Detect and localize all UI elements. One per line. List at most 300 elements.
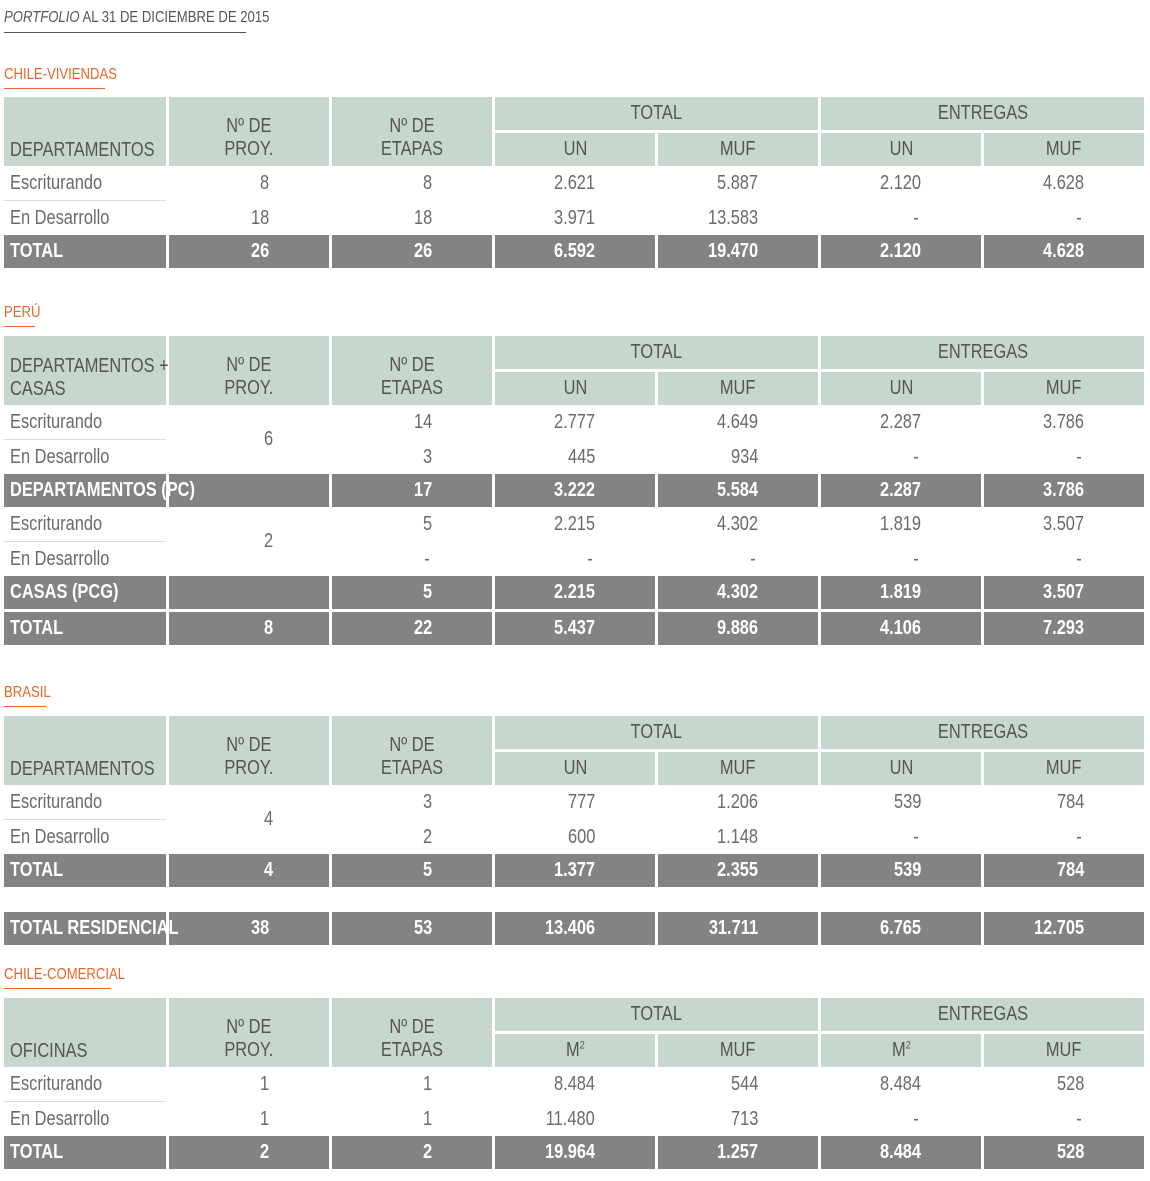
cell-text: 2 [422,825,432,848]
cell-text: MUF [720,1039,756,1061]
table-cell [821,1136,981,1169]
table-cell [4,474,195,507]
cell-text: ENTREGAS [937,341,1028,363]
page-title [4,9,269,27]
cell-text: 1 [422,1107,432,1130]
cell-text: TOTAL [630,721,683,743]
cell-text: 784 [1056,791,1085,813]
table-cell [169,405,329,474]
cell-text: Nº DE [389,353,435,376]
table-cell [821,166,981,201]
cell-text: En Desarrollo [10,445,110,468]
table-cell [658,474,818,507]
table-cell [984,542,1144,576]
table-cell [332,820,492,854]
cell-text: AL 31 DE DICIEMBRE DE 2015 [79,9,270,26]
cell-text: 3.507 [1042,513,1085,535]
cell-text: 4.628 [1042,240,1085,262]
column-header-nproy [169,716,329,785]
cell-text: 6.765 [879,917,921,939]
table-row [4,507,1144,542]
cell-text: TOTAL [630,1003,683,1025]
table-cell [821,612,981,645]
table-cell [984,612,1144,645]
table-cell [495,235,655,268]
cell-text: 1.377 [553,859,595,881]
section-label-chile-viviendas: CHILE-VIVIENDAS [4,66,118,83]
cell-text: 2.355 [716,859,759,881]
table-cell [169,1102,329,1136]
column-header-un [495,369,655,405]
cell-text: En Desarrollo [10,825,110,848]
section-underline [4,326,35,327]
cell-text: PROY. [224,137,274,160]
cell-text: 5.887 [716,172,759,194]
cell-text: 38 [250,917,269,939]
cell-text: DEPARTAMENTOS [10,139,155,161]
cell-text: Escriturando [10,171,103,194]
cell-text: DEPARTAMENTOS + [10,355,169,377]
cell-text: 13.406 [544,917,595,939]
table-cell [332,785,492,820]
table-cell [169,235,329,268]
column-header-entregas-un [821,369,981,405]
table-cell [658,576,818,609]
column-header-type [4,998,166,1067]
cell-text: MUF [1046,377,1082,399]
cell-text: 8.484 [553,1073,595,1095]
table-cell [169,612,329,645]
table-cell [984,576,1144,609]
cell-text: ETAPAS [380,376,444,399]
cell-text: 713 [730,1107,759,1130]
table-cell [984,912,1144,945]
table-cell [984,1067,1144,1102]
cell-text: 9.886 [716,617,759,639]
cell-text: ENTREGAS [937,721,1028,743]
column-header-un [495,749,655,785]
cell-text: 14 [413,411,432,433]
table-cell [821,440,981,474]
table-cell [332,235,492,268]
table-cell [658,166,818,201]
cell-text: 4.106 [879,617,922,639]
cell-text: 1.148 [716,825,759,848]
cell-text: TOTAL [10,1141,64,1163]
cell-text: 1.819 [879,581,922,603]
table-cell [658,1102,818,1136]
cell-text: DEPARTAMENTOS (PC) [10,479,195,501]
table-cell [4,612,166,645]
cell-text: 8 [259,172,269,194]
cell-text: 2.287 [879,411,922,433]
cell-text: PROY. [224,756,274,779]
cell-text: 528 [1056,1073,1085,1095]
table-cell [4,1067,166,1102]
table-cell [495,854,655,887]
cell-text: 1.206 [716,791,759,813]
cell-text: Nº DE [226,353,272,376]
column-header-entregas-muf [984,749,1144,785]
table-cell [658,854,818,887]
cell-text: En Desarrollo [10,206,110,229]
table-cell [821,507,981,542]
table-cell [4,912,179,945]
cell-text: 1 [422,1073,432,1095]
table-cell [169,854,329,887]
cell-text: 1 [259,1107,269,1130]
cell-text: UN [563,377,587,399]
table-cell [4,576,166,609]
total-row [4,612,1144,645]
table-cell [984,235,1144,268]
cell-text: TOTAL [10,240,64,262]
table-cell [821,576,981,609]
column-header-nproy [169,336,329,405]
table-cell [984,1136,1144,1169]
cell-text: TOTAL [10,859,64,881]
cell-text: 4.649 [716,411,759,433]
cell-text: CASAS [10,378,66,400]
cell-text: UN [563,138,587,160]
cell-text: 784 [1056,859,1085,881]
cell-text: - [424,547,430,570]
table-cell [495,474,655,507]
cell-text: 3.786 [1042,411,1085,433]
cell-text: MUF [720,757,756,779]
table-row [4,166,1144,201]
cell-text: 22 [413,617,432,639]
column-header-nproy [169,998,329,1067]
cell-text: 6 [264,428,274,450]
cell-text: 1 [259,1073,269,1095]
table-cell [658,612,818,645]
table-cell [984,166,1144,201]
column-header-entregas [821,998,1144,1031]
cell-text: TOTAL [630,102,683,124]
column-header-un [495,130,655,166]
table-cell [658,1067,818,1102]
table-cell [495,542,655,576]
table-cell [4,542,166,576]
table-cell [984,1102,1144,1136]
cell-text: 2 [905,1039,911,1052]
cell-text: 3.507 [1042,581,1085,603]
table-cell [169,785,329,854]
table-row [4,785,1144,820]
table-cell [4,235,166,268]
cell-text: 2.621 [553,172,595,194]
table-cell [332,612,492,645]
table-cell [495,1102,655,1136]
cell-text: - [1076,825,1083,848]
cell-text: 600 [567,825,595,848]
cell-text: MUF [1046,757,1082,779]
cell-text: 6.592 [553,240,595,262]
cell-text: 19.964 [544,1141,595,1163]
title-underline [4,32,246,33]
column-header-entregas-un [821,749,981,785]
cell-text: MUF [1046,1039,1082,1061]
table-cell [658,820,818,854]
cell-text: 4.628 [1042,172,1085,194]
table-row [4,336,1144,369]
table-cell [4,1136,166,1169]
table-row [4,405,1144,440]
cell-text: OFICINAS [10,1040,88,1062]
table-cell [332,1136,492,1169]
table-cell [984,201,1144,235]
table-cell [169,1136,329,1169]
cell-text: - [913,445,920,468]
column-header-entregas-muf [984,369,1144,405]
table-cell [495,405,655,440]
column-header-entregas [821,716,1144,749]
cell-text: 544 [730,1073,759,1095]
cell-text: TOTAL [630,341,683,363]
cell-text: MUF [720,138,756,160]
table-chile-viviendas [1,97,1147,268]
section-label-brasil: BRASIL [4,684,51,701]
cell-text: 777 [567,791,595,813]
section-underline [4,706,46,707]
total-residencial-row [4,912,1144,945]
cell-text: 3.222 [553,479,595,501]
cell-text: 8 [422,172,432,194]
table-cell [984,820,1144,854]
cell-text: - [1076,1107,1083,1130]
cell-text: 8.484 [879,1141,922,1163]
table-cell [821,854,981,887]
cell-text: 18 [413,206,432,229]
table-cell [495,507,655,542]
table-cell [332,440,492,474]
cell-text: 2 [264,530,274,552]
cell-text: 3 [422,791,432,813]
cell-text: 4.302 [716,513,759,535]
table-cell [332,542,492,576]
table-cell [821,542,981,576]
cell-text: Nº DE [226,733,272,756]
table-cell [821,474,981,507]
cell-text: UN [889,377,913,399]
table-brasil [1,716,1147,887]
table-cell [658,785,818,820]
table-cell [495,440,655,474]
table-cell [4,201,166,235]
cell-text: 26 [250,240,269,262]
section-label-chile-comercial: CHILE-COMERCIAL [4,966,126,983]
cell-text: 2.120 [879,240,922,262]
table-cell [984,785,1144,820]
table-row [4,716,1144,749]
table-peru [1,336,1147,645]
table-row [4,201,1144,235]
table-cell [984,440,1144,474]
cell-text: 3 [422,445,432,468]
table-cell [332,405,492,440]
table-cell [332,576,492,609]
total-row [4,854,1144,887]
cell-text: Escriturando [10,790,103,813]
table-cell [332,201,492,235]
table-cell [169,201,329,235]
cell-text: - [913,206,920,229]
table-chile-comercial [1,998,1147,1169]
cell-text: MUF [720,377,756,399]
cell-text: ETAPAS [380,137,444,160]
table-cell [169,1067,329,1102]
table-cell [4,166,166,201]
cell-text: Escriturando [10,410,103,433]
cell-text: 12.705 [1033,917,1084,939]
cell-text: - [750,547,757,570]
table-row [4,97,1144,130]
table-cell [821,1102,981,1136]
section-underline [4,88,105,89]
cell-text: 528 [1056,1141,1085,1163]
cell-text: 5.437 [553,617,595,639]
cell-text: 8.484 [879,1073,922,1095]
column-header-total [495,97,818,130]
cell-text: 26 [413,240,432,262]
table-cell [332,166,492,201]
cell-text: ETAPAS [380,756,444,779]
cell-text: UN [889,757,913,779]
cell-text: 2.215 [553,513,595,535]
table-cell [495,820,655,854]
table-cell [658,201,818,235]
column-header-netapas [332,97,492,166]
table-cell [4,507,166,542]
cell-text: M [565,1039,580,1061]
cell-text: - [587,547,593,570]
table-cell [821,201,981,235]
cell-text: 2 [422,1141,432,1163]
column-header-netapas [332,336,492,405]
column-header-muf [658,369,818,405]
column-header-netapas [332,998,492,1067]
total-row [4,1136,1144,1169]
cell-text: 1.819 [879,513,922,535]
table-cell [4,1102,166,1136]
column-header-muf [658,1031,818,1067]
cell-text: - [913,547,920,570]
cell-text: 1.257 [716,1141,759,1163]
cell-text: TOTAL [10,617,64,639]
table-cell [658,542,818,576]
table-cell [495,1136,655,1169]
cell-text: M [891,1039,906,1061]
section-label-peru: PERÚ [4,304,41,321]
column-header-netapas [332,716,492,785]
table-total-residencial [1,912,1147,945]
table-cell [821,785,981,820]
table-cell [332,854,492,887]
subtotal-row [4,576,1144,609]
table-cell [495,785,655,820]
table-cell [658,1136,818,1169]
cell-text: En Desarrollo [10,1107,110,1130]
subtotal-row [4,474,1144,507]
table-cell [658,405,818,440]
cell-text: UN [563,757,587,779]
table-cell [821,820,981,854]
cell-text: ENTREGAS [937,1003,1028,1025]
column-header-total [495,336,818,369]
column-header-m2 [495,1031,655,1067]
cell-text: PROY. [224,376,274,399]
column-header-nproy [169,97,329,166]
table-cell [4,785,166,820]
column-header-total [495,716,818,749]
cell-text: - [913,825,920,848]
cell-text: 2 [259,1141,269,1163]
table-cell [821,235,981,268]
cell-text: 4.302 [716,581,759,603]
table-cell [984,405,1144,440]
cell-text: UN [889,138,913,160]
cell-text: - [1076,445,1083,468]
table-cell [169,507,329,576]
cell-text: Escriturando [10,1072,103,1095]
column-header-type [4,97,166,166]
cell-text: Nº DE [226,114,272,137]
cell-text: 445 [567,445,595,468]
cell-text: 7.293 [1042,617,1085,639]
table-cell [658,235,818,268]
table-cell [4,820,166,854]
table-cell [4,854,166,887]
table-cell [821,1067,981,1102]
column-header-muf [658,130,818,166]
cell-text: PROY. [224,1038,274,1061]
cell-text: 5 [422,513,432,535]
cell-text: ENTREGAS [937,102,1028,124]
column-header-total [495,998,818,1031]
column-header-entregas [821,336,1144,369]
cell-text: 3.971 [553,206,595,229]
table-cell [821,405,981,440]
cell-text: MUF [1046,138,1082,160]
table-row [4,1067,1144,1102]
cell-text: 18 [250,206,269,229]
cell-text: Nº DE [389,1015,435,1038]
cell-text: 4 [264,859,274,881]
cell-text: 2.215 [553,581,595,603]
table-cell [495,576,655,609]
column-header-entregas [821,97,1144,130]
table-cell [495,166,655,201]
cell-text: - [1076,547,1083,570]
table-cell [169,576,329,609]
table-cell [495,1067,655,1102]
cell-text: PORTFOLIO [4,9,80,26]
cell-text: 53 [413,917,432,939]
table-cell [658,507,818,542]
table-cell [658,440,818,474]
table-cell [4,405,166,440]
table-cell [984,854,1144,887]
table-cell [332,912,492,945]
cell-text: 5 [422,859,432,881]
cell-text: - [1076,206,1083,229]
table-cell [495,612,655,645]
table-cell [332,507,492,542]
column-header-entregas-muf [984,1031,1144,1067]
cell-text: 11.480 [546,1107,595,1130]
cell-text: 19.470 [707,240,759,262]
